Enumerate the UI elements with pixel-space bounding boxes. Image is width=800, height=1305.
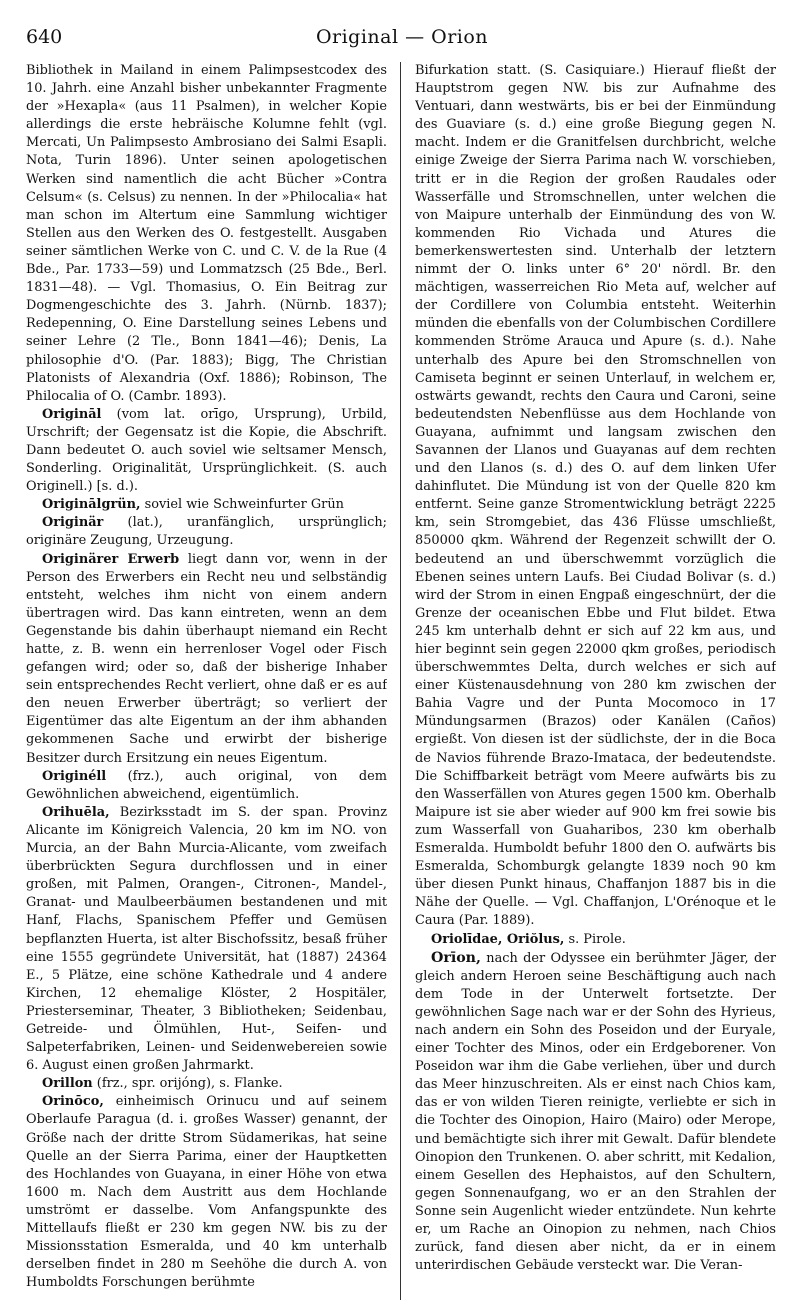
entry-text: soviel wie Schweinfurter Grün — [140, 497, 344, 513]
entry-orinoco — [26, 1093, 387, 1292]
entry-headword: Originär — [42, 515, 104, 531]
entry-original — [26, 406, 387, 496]
entry-text: einheimisch Orinucu und auf seinem Oberlaufe Paragua (d. i. großes Wasser) genannt, der Größe nach der dritte Strom Südamerikas, hat seine Quelle an der Sierra Parima, einer der Hauptketten des Hochlandes von Guayana, in einer Höhe von etwa 1600 m. Nach dem Austritt aus dem Hochlande umströmt er dasselbe. Vom Anfangspunkte des Mittellaufs fließt er 230 km gegen NW. bis zu der Missionsstation Esmeralda, und 40 km unterhalb derselben findet in 280 m Seehöhe die durch A. von Humboldts Forschungen berühmte — [26, 1094, 387, 1291]
entry-text: (frz., spr. orijóng), s. Flanke. — [92, 1076, 283, 1092]
entry-text: s. Pirole. — [564, 931, 626, 947]
entry-headword: Originärer Erwerb — [42, 551, 180, 567]
entry-originaerer-erwerb — [26, 551, 387, 768]
paragraph-text: Bifurkation statt. (S. Casiquiare.) Hierauf fließt der Hauptstrom gegen NW. bis zur Aufnahme des Ventuari, dann westwärts, bis er bei der Einmündung des Guaviare (s. d.) eine große Biegung gegen N. macht. Indem er die Granitfelsen durchbricht, welche einige Zweige der Sierra Parima nach W. vorschieben, tritt er in die Region der großen Raudales oder Wasserfälle und Stromschnellen, unter welchen die von Maipure unterhalb der Einmündung des von W. kommenden Rio Vichada und Atures die bemerkenswertesten sind. Unterhalb der letztern nimmt der O. links unter 6° 20' nördl. Br. den mächtigen, wasserreichen Rio Meta auf, welcher auf der Cordillere von Columbia entsteht. Weiterhin münden die ebenfalls von der Columbischen Cordillere kommenden Ströme Arauca und Apure (s. d.). Nahe unterhalb des Apure bei den Stromschnellen von Camiseta beginnt er seinen Unterlauf, in welchem er, ostwärts gewandt, rechts den Caura und Caroni, seine bedeutendsten Nebenflüsse aus dem Hochlande von Guayana, aufnimmt und langsam zwischen den Savannen der Llanos und Guayanas auf dem rechten und den Llanos (s. d.) des O. auf dem linken Ufer dahinflutet. Die Mündung ist von der Quelle 820 km entfernt. Seine ganze Stromentwicklung beträgt 2225 km, sein Stromgebiet, das 436 Flüsse umschließt, 850000 qkm. Während der Regenzeit schwillt der O. bedeutend an und überschwemmt vorzüglich die Ebenen seines untern Laufs. Bei Ciudad Bolivar (s. d.) wird der Strom in einen Engpaß eingeschnürt, der die Grenze der oceanischen Ebbe und Flut bildet. Etwa 245 km unterhalb dehnt er sich auf 22 km aus, und hier beginnt sein gegen 22000 qkm großes, periodisch überschwemmtes Delta, durch welches er sich auf einer Küstenausdehnung von 280 km zwischen der Bahia Vagre und der Punta Mocomoco in 17 Mündungsarmen (Brazos) oder Kanälen (Caños) ergießt. Von diesen ist der südlichste, der in die Boca de Navios führende Brazo-Imataca, der bedeutendste. Die Schiffbarkeit beträgt vom Meere aufwärts bis zu den Wasserfällen von Atures gegen 1500 km. Oberhalb Maipure ist sie aber wieder auf 900 km frei sowie bis zum Wasserfall von Guaharibos, 230 km oberhalb Esmeralda. Humboldt befuhr 1800 den O. aufwärts bis Esmeralda, Schomburgk gelangte 1839 noch 90 km über diesen Punkt hinaus, Chaffanjon 1887 bis in die Nähe der Quelle. — Vgl. Chaffanjon, L'Orénoque et le Caura (Par. 1889). — [415, 63, 776, 929]
entry-headword: Orinōco, — [42, 1094, 104, 1110]
page-number: 640 — [26, 26, 63, 48]
entry-orillon — [26, 1075, 387, 1093]
entry-text: Bezirksstadt im S. der span. Provinz Alicante im Königreich Valencia, 20 km im NO. von Murcia, an der Bahn Murcia-Alicante, vom zweifach überbrückten Segura durchflossen und in einer großen, mit Palmen, Orangen-, Citronen-, Mandel-, Granat- und Maulbeerbäumen bestandenen und mit Hanf, Flachs, Spanischem Pfeffer und Gemüsen bepflanzten Huerta, ist alter Bischofssitz, besaß früher eine 1555 gegründete Universität, hat (1887) 24364 E., 5 Plätze, eine schöne Kathedrale und 4 andere Kirchen, 12 ehemalige Klöster, 2 Hospitäler, Priesterseminar, Theater, 3 Bibliotheken; Seidenbau, Getreide- und Ölmühlen, Hut-, Seifen- und Salpeterfabriken, Leinen- und Seidenwebereien sowie 6. August einen großen Jahrmarkt. — [26, 804, 387, 1074]
entry-originalgruen — [26, 496, 387, 514]
continued-paragraph — [415, 62, 776, 931]
entry-headword: Orillon — [42, 1076, 93, 1092]
text-columns — [26, 62, 776, 1302]
page-header — [26, 26, 778, 56]
entry-headword: Originālgrün, — [42, 497, 141, 513]
entry-oriolidae — [415, 931, 776, 949]
entry-orion — [415, 949, 776, 1276]
entry-orihuela — [26, 804, 387, 1075]
entry-headword: Oriolīdae, Oriŏlus, — [431, 931, 565, 947]
entry-text: (vom lat. orīgo, Ursprung), Urbild, Urschrift; der Gegensatz ist die Kopie, die Abschrift. Dann bedeutet O. auch soviel wie seltsamer Mensch, Sonderling. Originalität, Ursprünglichkeit. (S. auch Originell.) [s. d.). — [26, 406, 387, 495]
entry-headword: Orīon, — [431, 949, 481, 966]
continued-paragraph — [26, 62, 387, 406]
paragraph-text: Bibliothek in Mailand in einem Palimpsestcodex des 10. Jahrh. eine Anzahl bisher unbekannter Fragmente der »Hexapla« (aus 11 Psalmen), in welcher Kopie allerdings die erste hebräische Kolumne fehlt (vgl. Mercati, Un Palimpsesto Ambrosiano dei Salmi Esapli. Nota, Turin 1896). Unter seinen apologetischen Werken sind namentlich die acht Bücher »Contra Celsum« (s. Celsus) zu nennen. In der »Philocalia« hat man schon im Altertum eine Sammlung wichtiger Stellen aus den Werken des O. festgestellt. Ausgaben seiner sämtlichen Werke von C. und C. V. de la Rue (4 Bde., Par. 1733—59) und Lommatzsch (25 Bde., Berl. 1831—48). — Vgl. Thomasius, O. Ein Beitrag zur Dogmengeschichte des 3. Jahrh. (Nürnb. 1837); Redepenning, O. Eine Darstellung seines Lebens und seiner Lehre (2 Tle., Bonn 1841—46); Denis, La philosophie d'O. (Par. 1883); Bigg, The Christian Platonists of Alexandria (Oxf. 1886); Robinson, The Philocalia of O. (Cambr. 1893). — [26, 63, 387, 404]
running-head: Original — Orion — [315, 26, 489, 48]
entry-headword: Origināl — [42, 406, 102, 422]
entry-text: liegt dann vor, wenn in der Person des Erwerbers ein Recht neu und selbständig entsteht, welches ihm nicht von einem andern übertragen wird. Das kann eintreten, wenn an dem Gegenstande bis dahin überhaupt niemand ein Recht hatte, z. B. wenn ein herrenloser Vogel oder Fisch gefangen wird; oder so, daß der bisherige Inhaber sein entsprechendes Recht verliert, ohne daß er es auf den neuen Erwerber überträgt; so verliert der Eigentümer das alte Eigentum an der ihm abhanden gekommenen Sache und erwirbt der bisherige Besitzer durch Ersitzung ein neues Eigentum. — [26, 551, 387, 766]
entry-originaer — [26, 514, 387, 550]
entry-headword: Originéll — [42, 768, 107, 784]
left-column — [26, 62, 387, 1302]
entry-text: (lat.), uranfänglich, ursprünglich; originäre Zeugung, Urzeugung. — [26, 515, 387, 549]
entry-text: nach der Odyssee ein berühmter Jäger, der gleich andern Heroen seine Beschäftigung auch nach dem Tode in der Unterwelt fortsetzte. Der gewöhnlichen Sage nach war er der Sohn des Hyrieus, nach andern ein Sohn des Poseidon und der Euryale, einer Tochter des Minos, oder ein Erdgeborener. Von Poseidon war ihm die Gabe verliehen, über und durch das Meer hinzuschreiten. Als er einst nach Chios kam, das er von wilden Tieren reinigte, verliebte er sich in die Tochter des Oinopion, Hairo (Mairo) oder Merope, und bemächtigte sich ihrer mit Gewalt. Dafür blendete Oinopion den Trunkenen. O. aber schritt, mit Kedalion, einem Gesellen des Hephaistos, auf den Schultern, gegen Sonnenaufgang, wo er an den Strahlen der Sonne sein Augenlicht wieder entzündete. Nun kehrte er, um Rache an Oinopion zu nehmen, nach Chios zurück, fand diesen aber nicht, da er in einem unterirdischen Gebäude versteckt war. Die Veran- — [415, 950, 776, 1274]
entry-text: (frz.), auch original, von dem Gewöhnlichen abweichend, eigentümlich. — [26, 768, 387, 802]
entry-headword: Orihuēla, — [42, 804, 110, 820]
right-column — [415, 62, 776, 1302]
entry-originell — [26, 768, 387, 804]
